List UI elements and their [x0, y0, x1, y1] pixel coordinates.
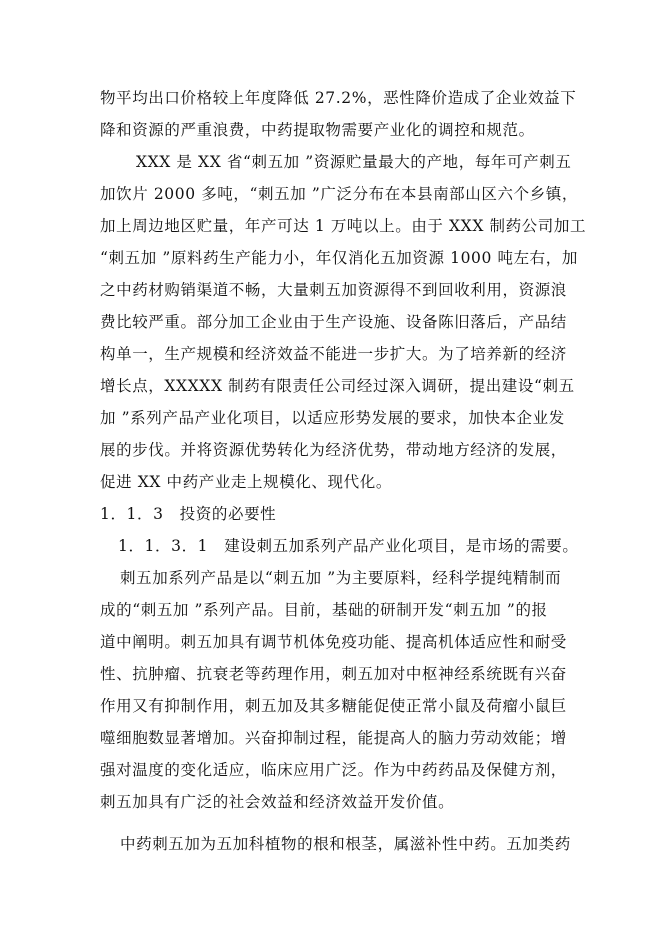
text-line: “刺五加 ”原料药生产能力小，年仅消化五加资源 1000 吨左右，加 — [100, 249, 578, 267]
text-line: 作用又有抑制作用，刺五加及其多糖能促使正常小鼠及荷瘤小鼠巨 — [100, 697, 567, 715]
text-line: 展的步伐。并将资源优势转化为经济优势，带动地方经济的发展， — [100, 441, 567, 459]
text-line: 噬细胞数显著增加。兴奋抑制过程，能提高人的脑力劳动效能；增 — [100, 729, 567, 747]
text-line: 加上周边地区贮量，年产可达 1 万吨以上。由于 XXX 制药公司加工 — [100, 217, 587, 235]
text-line: 成的“刺五加 ”系列产品。目前，基础的研制开发“刺五加 ”的报 — [100, 601, 548, 619]
paragraph-start-line: 中药刺五加为五加科植物的根和根茎，属滋补性中药。五加类药 — [120, 835, 571, 853]
text-line: 道中阐明。刺五加具有调节机体免疫功能、提高机体适应性和耐受 — [100, 633, 567, 651]
paragraph-start-line: 刺五加系列产品是以“刺五加 ”为主要原料，经科学提纯精制而 — [120, 569, 562, 587]
text-line: 降和资源的严重浪费，中药提取物需要产业化的调控和规范。 — [100, 121, 535, 139]
text-line: 增长点，XXXXX 制药有限责任公司经过深入调研，提出建设“刺五 — [100, 377, 575, 395]
section-heading: 1．1．3 投资的必要性 — [100, 505, 277, 523]
text-line: 物平均出口价格较上年度降低 27.2%，恶性降价造成了企业效益下 — [100, 89, 577, 107]
text-line: 强对温度的变化适应，临床应用广泛。作为中药药品及保健方剂， — [100, 761, 567, 779]
text-line: 促进 XX 中药产业走上规模化、现代化。 — [100, 473, 392, 491]
text-line: 费比较严重。部分加工企业由于生产设施、设备陈旧落后，产品结 — [100, 313, 567, 331]
text-line: 之中药材购销渠道不畅，大量刺五加资源得不到回收利用，资源浪 — [100, 281, 567, 299]
text-line: 性、抗肿瘤、抗衰老等药理作用，刺五加对中枢神经系统既有兴奋 — [100, 665, 567, 683]
paragraph-start-line: XXX 是 XX 省“刺五加 ”资源贮量最大的产地，每年可产刺五 — [136, 153, 572, 171]
subsection-heading: 1．1．3．1 建设刺五加系列产品产业化项目，是市场的需要。 — [118, 537, 579, 555]
text-line: 刺五加具有广泛的社会效益和经济效益开发价值。 — [100, 793, 455, 811]
text-line: 构单一，生产规模和经济效益不能进一步扩大。为了培养新的经济 — [100, 345, 567, 363]
text-line: 加饮片 2000 多吨，“刺五加 ”广泛分布在本县南部山区六个乡镇， — [100, 185, 578, 203]
text-line: 加 ”系列产品产业化项目，以适应形势发展的要求，加快本企业发 — [100, 409, 565, 427]
